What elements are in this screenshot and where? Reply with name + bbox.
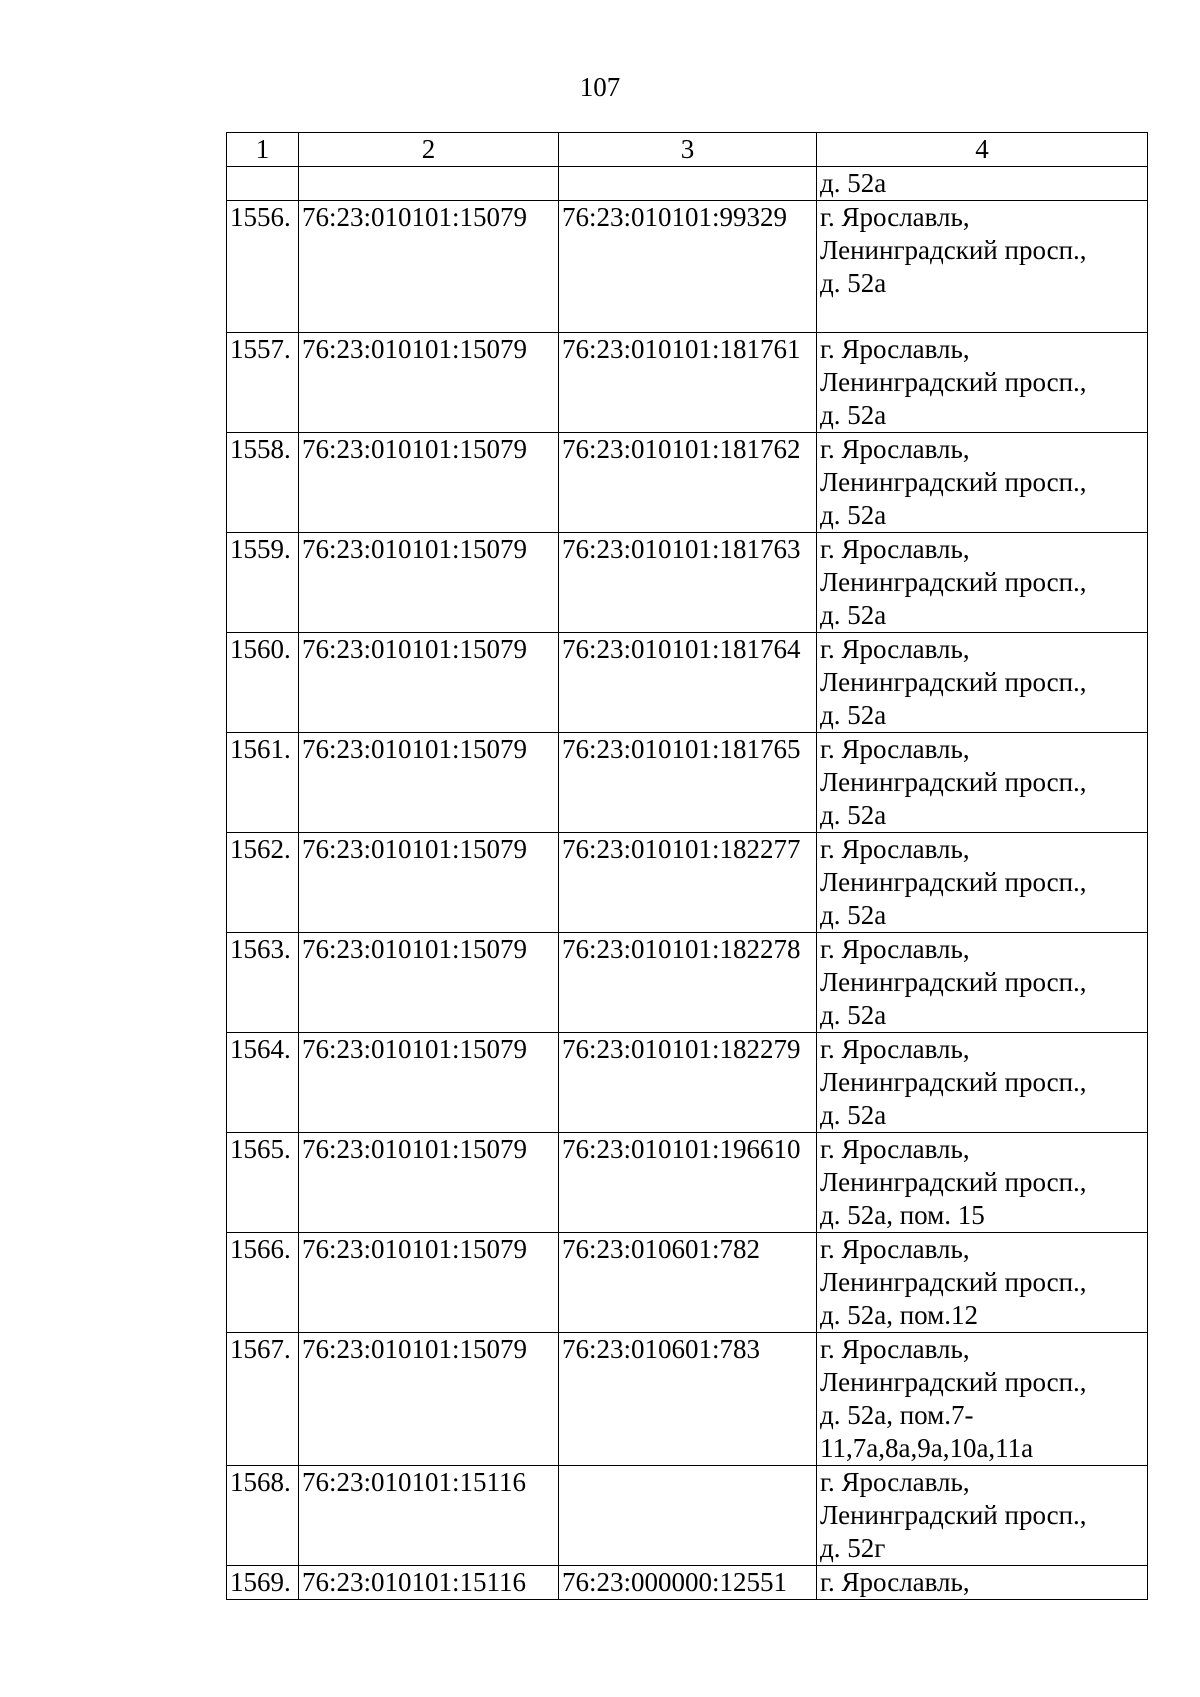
address-line: г. Ярославль,: [820, 534, 970, 564]
table-row: [227, 733, 1148, 833]
address-line: г. Ярославль,: [820, 434, 970, 464]
object-number-cell: [559, 1466, 817, 1566]
parcel-number-cell: 76:23:010101:15116: [299, 1566, 559, 1600]
address-cell: [817, 1466, 1148, 1566]
parcel-number-cell: 76:23:010101:15116: [299, 1466, 559, 1566]
address-line: д. 52а: [820, 800, 887, 830]
parcel-number-cell: 76:23:010101:15079: [299, 833, 559, 933]
address-line: д. 52г: [820, 1533, 886, 1563]
address-line: 11,7а,8а,9а,10а,11а: [820, 1433, 1034, 1463]
address-cell: [817, 533, 1148, 633]
address-line: д. 52а, пом. 15: [820, 1200, 985, 1230]
table-row: [227, 333, 1148, 433]
table-row: [227, 1566, 1148, 1600]
address-cell: [817, 633, 1148, 733]
row-number-cell: [227, 167, 299, 201]
address-line: Ленинградский просп.,: [820, 567, 1087, 597]
address-line: д. 52а: [820, 168, 887, 198]
address-line: д. 52а: [820, 1000, 887, 1030]
row-number-cell: 1561.: [227, 733, 299, 833]
table-row: [227, 533, 1148, 633]
parcel-number-cell: [299, 167, 559, 201]
parcel-number-cell: 76:23:010101:15079: [299, 333, 559, 433]
address-line: Ленинградский просп.,: [820, 867, 1087, 897]
address-cell: [817, 333, 1148, 433]
address-line: Ленинградский просп.,: [820, 367, 1087, 397]
address-cell: [817, 1033, 1148, 1133]
row-number-cell: 1569.: [227, 1566, 299, 1600]
parcel-number-cell: 76:23:010101:15079: [299, 1033, 559, 1133]
table-row: [227, 633, 1148, 733]
row-number-cell: 1564.: [227, 1033, 299, 1133]
address-line: Ленинградский просп.,: [820, 1067, 1087, 1097]
row-number-cell: 1568.: [227, 1466, 299, 1566]
address-line: г. Ярославль,: [820, 1467, 970, 1497]
object-number-cell: 76:23:010101:181761: [559, 333, 817, 433]
address-line: д. 52а: [820, 700, 887, 730]
address-line: Ленинградский просп.,: [820, 667, 1087, 697]
address-line: Ленинградский просп.,: [820, 1500, 1087, 1530]
address-line: г. Ярославль,: [820, 834, 970, 864]
row-number-cell: 1567.: [227, 1333, 299, 1466]
object-number-cell: [559, 167, 817, 201]
object-number-cell: 76:23:010101:182277: [559, 833, 817, 933]
object-number-cell: 76:23:010101:181763: [559, 533, 817, 633]
table-row: [227, 201, 1148, 333]
row-number-cell: 1560.: [227, 633, 299, 733]
address-line: г. Ярославль,: [820, 634, 970, 664]
table-row: [227, 1333, 1148, 1466]
table-row: [227, 433, 1148, 533]
object-number-cell: 76:23:010101:182278: [559, 933, 817, 1033]
object-number-cell: 76:23:010101:181765: [559, 733, 817, 833]
table-row: [227, 167, 1148, 201]
address-line: д. 52а, пом.12: [820, 1300, 978, 1330]
parcel-number-cell: 76:23:010101:15079: [299, 733, 559, 833]
address-line: Ленинградский просп.,: [820, 1267, 1087, 1297]
address-line: г. Ярославль,: [820, 1567, 970, 1597]
object-number-cell: 76:23:010601:782: [559, 1233, 817, 1333]
row-number-cell: 1565.: [227, 1133, 299, 1233]
table-row: [227, 833, 1148, 933]
table-row: [227, 1133, 1148, 1233]
address-cell: [817, 167, 1148, 201]
address-line: г. Ярославль,: [820, 1134, 970, 1164]
address-line: д. 52а: [820, 600, 887, 630]
row-number-cell: 1558.: [227, 433, 299, 533]
address-line: д. 52а: [820, 900, 887, 930]
address-line: г. Ярославль,: [820, 734, 970, 764]
address-cell: [817, 1133, 1148, 1233]
row-number-cell: 1562.: [227, 833, 299, 933]
address-line: Ленинградский просп.,: [820, 1167, 1087, 1197]
parcel-number-cell: 76:23:010101:15079: [299, 533, 559, 633]
address-cell: [817, 433, 1148, 533]
parcel-number-cell: 76:23:010101:15079: [299, 633, 559, 733]
address-cell: [817, 1333, 1148, 1466]
row-number-cell: 1566.: [227, 1233, 299, 1333]
address-line: д. 52а: [820, 400, 887, 430]
header-cell-2: 2: [299, 133, 559, 167]
address-line: д. 52а: [820, 500, 887, 530]
row-number-cell: 1563.: [227, 933, 299, 1033]
object-number-cell: 76:23:010101:181764: [559, 633, 817, 733]
address-line: Ленинградский просп.,: [820, 767, 1087, 797]
parcel-number-cell: 76:23:010101:15079: [299, 201, 559, 333]
address-cell: [817, 833, 1148, 933]
parcel-number-cell: 76:23:010101:15079: [299, 1233, 559, 1333]
address-line: Ленинградский просп.,: [820, 1367, 1087, 1397]
table-row: [227, 1466, 1148, 1566]
registry-table: [226, 132, 1148, 1600]
address-line: д. 52а, пом.7-: [820, 1400, 974, 1430]
parcel-number-cell: 76:23:010101:15079: [299, 433, 559, 533]
address-cell: [817, 201, 1148, 333]
address-line: г. Ярославль,: [820, 1334, 970, 1364]
address-cell: [817, 933, 1148, 1033]
parcel-number-cell: 76:23:010101:15079: [299, 1333, 559, 1466]
row-number-cell: 1559.: [227, 533, 299, 633]
table-header-row: [227, 133, 1148, 167]
object-number-cell: 76:23:010601:783: [559, 1333, 817, 1466]
object-number-cell: 76:23:010101:182279: [559, 1033, 817, 1133]
address-line: г. Ярославль,: [820, 934, 970, 964]
page-number: 107: [579, 72, 621, 102]
row-number-cell: 1557.: [227, 333, 299, 433]
address-line: д. 52а: [820, 1100, 887, 1130]
row-number-cell: 1556.: [227, 201, 299, 333]
header-cell-3: 3: [559, 133, 817, 167]
object-number-cell: 76:23:010101:99329: [559, 201, 817, 333]
table-row: [227, 933, 1148, 1033]
object-number-cell: 76:23:010101:181762: [559, 433, 817, 533]
address-line: Ленинградский просп.,: [820, 467, 1087, 497]
address-line: г. Ярославль,: [820, 202, 970, 232]
header-cell-4: 4: [817, 133, 1148, 167]
address-cell: [817, 1233, 1148, 1333]
table-row: [227, 1033, 1148, 1133]
object-number-cell: 76:23:010101:196610: [559, 1133, 817, 1233]
header-cell-1: 1: [227, 133, 299, 167]
address-cell: [817, 1566, 1148, 1600]
address-line: д. 52а: [820, 268, 887, 298]
parcel-number-cell: 76:23:010101:15079: [299, 1133, 559, 1233]
object-number-cell: 76:23:000000:12551: [559, 1566, 817, 1600]
address-cell: [817, 733, 1148, 833]
address-line: Ленинградский просп.,: [820, 967, 1087, 997]
address-line: г. Ярославль,: [820, 1234, 970, 1264]
table-row: [227, 1233, 1148, 1333]
parcel-number-cell: 76:23:010101:15079: [299, 933, 559, 1033]
address-line: г. Ярославль,: [820, 1034, 970, 1064]
address-line: г. Ярославль,: [820, 334, 970, 364]
address-line: Ленинградский просп.,: [820, 235, 1087, 265]
